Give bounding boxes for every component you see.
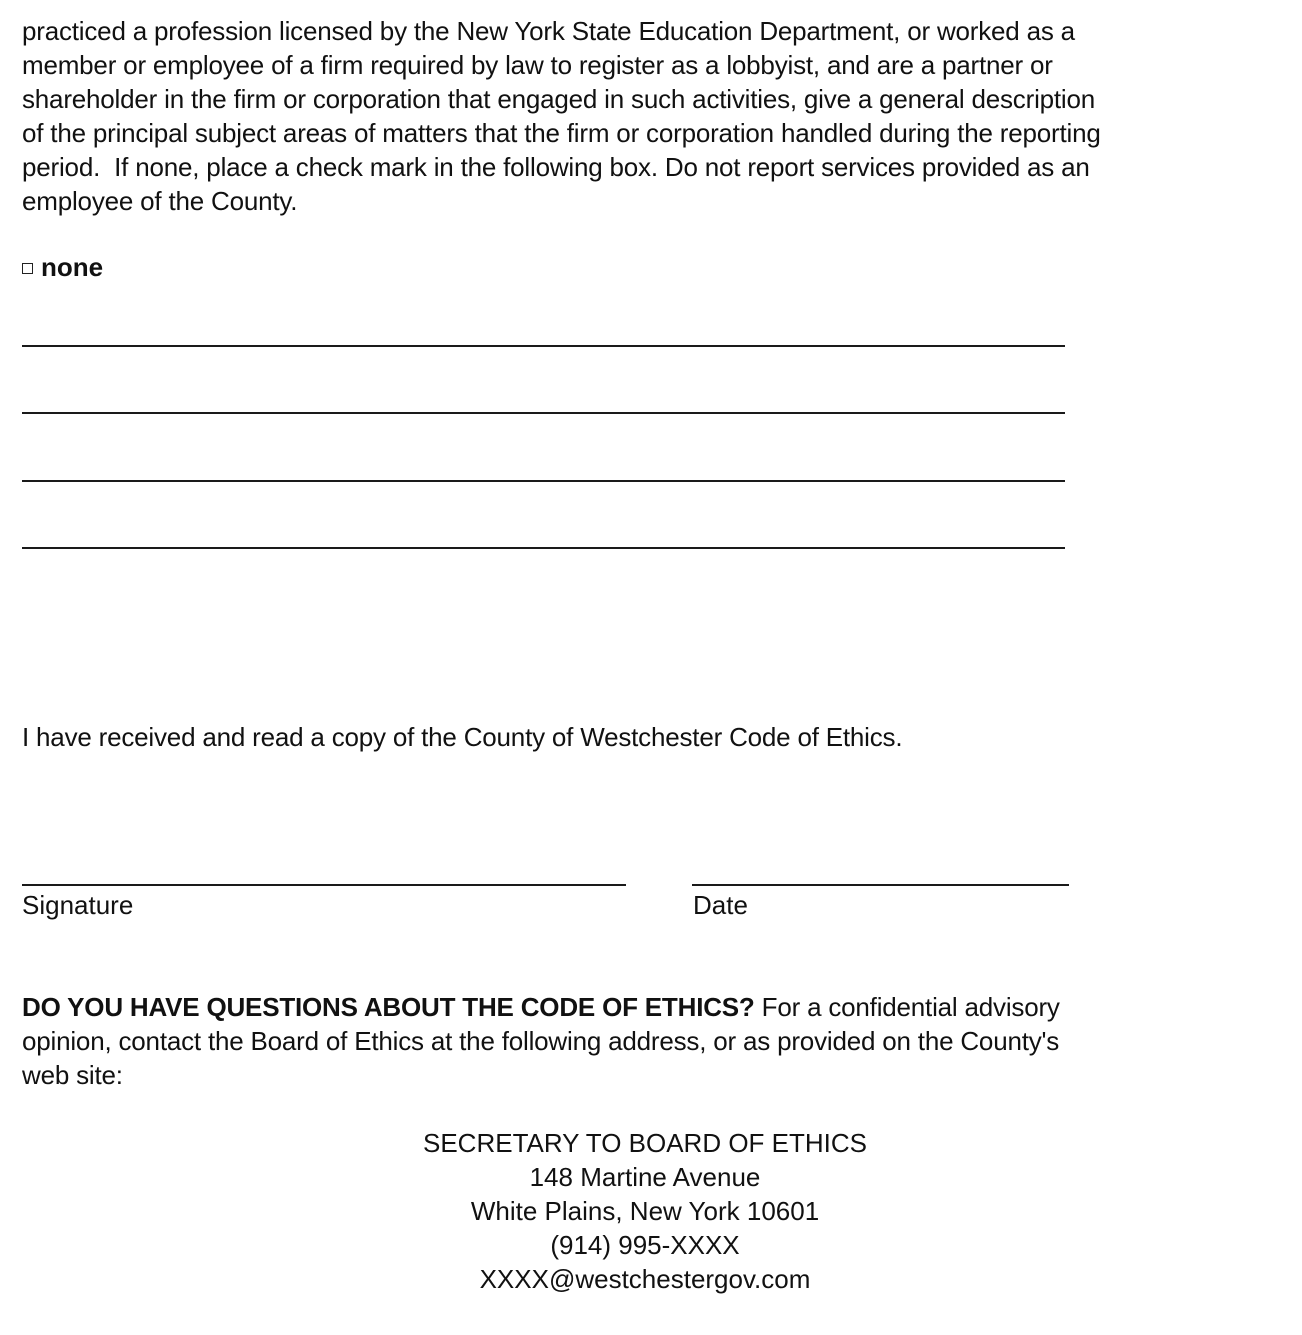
none-checkbox[interactable] bbox=[22, 263, 33, 274]
response-line-3[interactable] bbox=[22, 480, 1065, 482]
response-line-1[interactable] bbox=[22, 345, 1065, 347]
paragraph-line: practiced a profession licensed by the New York State Education Department, or worked as a bbox=[22, 16, 1075, 46]
paragraph-line: of the principal subject areas of matters that the firm or corporation handled during the reporting bbox=[22, 118, 1101, 148]
paragraph-line: shareholder in the firm or corporation that engaged in such activities, give a general description bbox=[22, 84, 1096, 114]
questions-line1-rest: For a confidential advisory bbox=[754, 992, 1060, 1022]
questions-line3: web site: bbox=[22, 1060, 123, 1090]
ethics-board-address bbox=[322, 1126, 968, 1296]
address-phone: (914) 995-XXXX bbox=[550, 1230, 740, 1260]
code-of-ethics-statement: I have received and read a copy of the County of Westchester Code of Ethics. bbox=[22, 722, 903, 752]
address-street: 148 Martine Avenue bbox=[529, 1162, 761, 1192]
disclosure-paragraph bbox=[22, 14, 1272, 218]
none-option[interactable] bbox=[22, 250, 103, 284]
questions-heading: DO YOU HAVE QUESTIONS ABOUT THE CODE OF ETHICS? bbox=[22, 992, 755, 1022]
date-label: Date bbox=[693, 890, 748, 920]
questions-line2: opinion, contact the Board of Ethics at the following address, or as provided on the County's bbox=[22, 1026, 1060, 1056]
date-line[interactable] bbox=[692, 884, 1069, 886]
response-line-2[interactable] bbox=[22, 412, 1065, 414]
none-label: none bbox=[41, 252, 104, 282]
questions-paragraph bbox=[22, 990, 1262, 1092]
paragraph-line: member or employee of a firm required by law to register as a lobbyist, and are a partner or bbox=[22, 50, 1053, 80]
paragraph-line: employee of the County. bbox=[22, 186, 298, 216]
address-title: SECRETARY TO BOARD OF ETHICS bbox=[422, 1128, 868, 1158]
response-line-4[interactable] bbox=[22, 547, 1065, 549]
paragraph-line: period. If none, place a check mark in the following box. Do not report services provided as an bbox=[22, 152, 1090, 182]
signature-label: Signature bbox=[22, 890, 134, 920]
signature-line[interactable] bbox=[22, 884, 626, 886]
address-email: XXXX@westchestergov.com bbox=[479, 1264, 811, 1294]
address-city: White Plains, New York 10601 bbox=[470, 1196, 820, 1226]
